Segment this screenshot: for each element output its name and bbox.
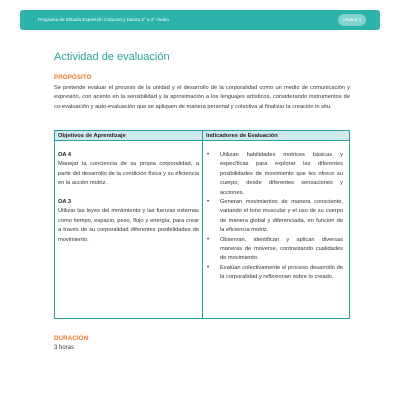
indicators-header: Indicadores de Evaluación [206, 132, 278, 139]
indicators-cell [203, 141, 349, 318]
purpose-heading: PROPÓSITO [54, 74, 92, 81]
objective-code: OA 3 [58, 199, 72, 206]
bullet-icon: • [207, 236, 210, 243]
objective-text: Utilizar las leyes del movimiento y las fuerzas externas como tiempo, espacio, peso, flujo y energía, para crear a través de su corporalidad diferentes posibilidades de movimiento. [58, 208, 199, 243]
duration-heading: DURACIÓN [54, 335, 89, 342]
table-body-row [55, 141, 349, 318]
list-item [206, 198, 343, 236]
list-item [206, 151, 343, 198]
indicator-text: Observan, identifican y aplican diversas maneras de moverse, contrastando cualidades de movimiento. [220, 236, 343, 262]
bullet-icon: • [207, 264, 210, 271]
unit-badge: Unidad 3 [338, 14, 366, 26]
purpose-text: Se pretende evaluar el proceso de la unidad y el desarrollo de la corporalidad como un medio de comunicación y expresión, con acento en la sensibilidad y la aproximación a los lenguajes artísticos, considerando instrumentos de co-evaluación y auto-evaluación que se apliquen de manera personal y colectiva al finalizar la creación in situ. [54, 85, 350, 110]
evaluation-table [54, 130, 350, 319]
indicator-list [206, 151, 343, 283]
indicator-text: Utilizan habilidades motrices básicas y específicas para explorar las diferentes posibilidades de movimiento que les ofrece su cuerpo, desde diferentes sensaciones y acciones. [220, 152, 343, 196]
objective-text: Manejar la conciencia de su propia corporalidad, a partir del desarrollo de la condición física y su eficiencia en la acción motriz. [58, 161, 199, 187]
indicator-text: Evalúan colectivamente el proceso desarrollo de la corporalidad y reflexionan sobre lo creado. [220, 264, 343, 281]
program-title: Programa de Estudio Expresión Corporal y Danza 3° a 4° medio [38, 17, 169, 22]
objectives-cell [55, 141, 203, 318]
table-header-row [55, 131, 349, 141]
list-item [206, 264, 343, 283]
bullet-icon: • [207, 152, 210, 158]
bullet-icon: • [207, 199, 210, 206]
indicator-text: Generan movimientos de manera consciente, variando el tono muscular y el uso de su cuerpo de manera global y diferenciada, en función de la eficiencia motriz. [220, 199, 343, 234]
list-item [206, 236, 343, 264]
page-title: Actividad de evaluación [54, 51, 170, 63]
objective-code: OA 4 [58, 152, 72, 158]
objectives-header: Objetivos de Aprendizaje [55, 131, 203, 140]
duration-text: 3 horas [54, 345, 75, 351]
